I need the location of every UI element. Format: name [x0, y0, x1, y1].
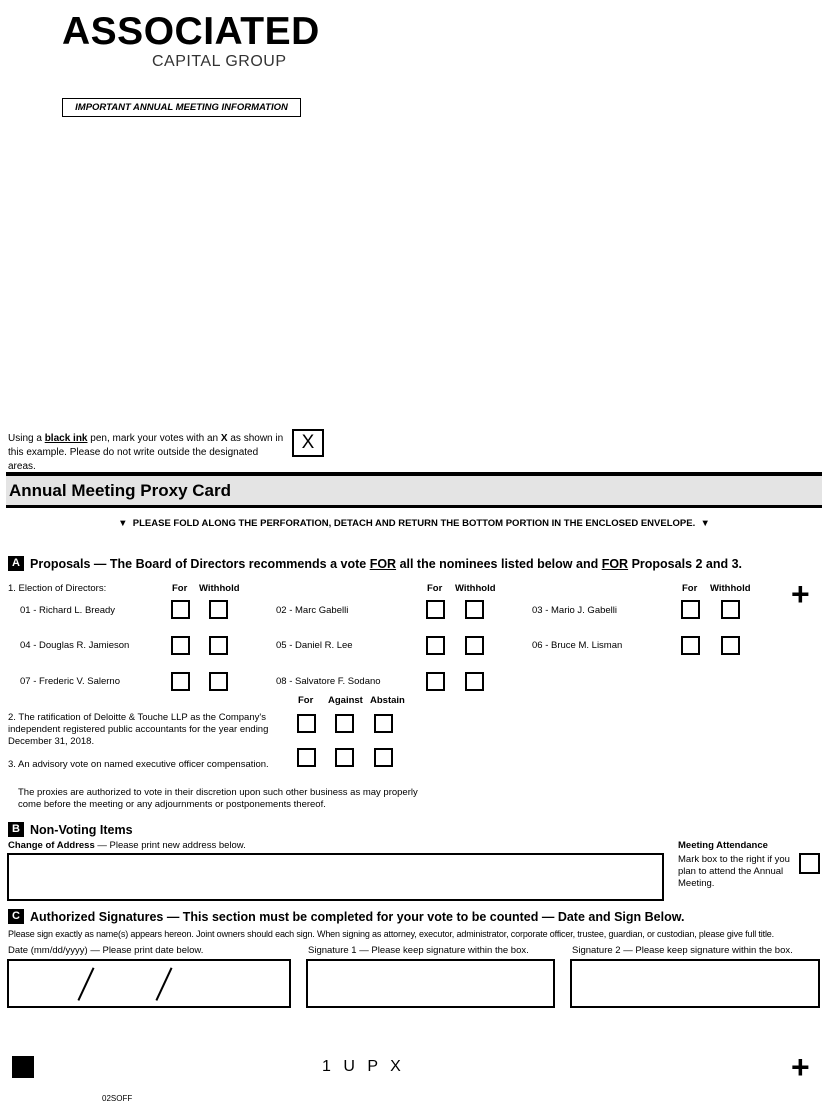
nominee-01: 01 - Richard L. Bready — [20, 605, 116, 616]
col-for-2: For — [427, 583, 443, 594]
change-of-address-label — [8, 840, 246, 851]
col-withhold-1: Withhold — [199, 583, 240, 594]
proposal-2-abstain-checkbox[interactable] — [374, 714, 393, 733]
nominee-03: 03 - Mario J. Gabelli — [532, 605, 618, 616]
signature-1-field[interactable] — [306, 959, 555, 1008]
col-for-proposals: For — [298, 695, 314, 706]
signature-2-field[interactable] — [570, 959, 820, 1008]
nominee-03-for-checkbox[interactable] — [681, 600, 700, 619]
proposal-3-abstain-checkbox[interactable] — [374, 748, 393, 767]
section-c-heading-text: Authorized Signatures — This section must be completed for your vote to be counted — Date and Sign Below. — [30, 909, 685, 924]
nominee-02-withhold-checkbox[interactable] — [465, 600, 484, 619]
section-a-heading-1: Proposals — The Board of Directors recommends a vote — [30, 556, 367, 571]
nominee-06-withhold-checkbox[interactable] — [721, 636, 740, 655]
section-a-heading-3: Proposals 2 and 3. — [631, 556, 743, 571]
proposal-3-for-checkbox[interactable] — [297, 748, 316, 767]
nominee-01-for-checkbox[interactable] — [171, 600, 190, 619]
instr-middle: pen, mark your votes with an — [87, 433, 221, 444]
col-against: Against — [328, 695, 363, 706]
nominee-03-withhold-checkbox[interactable] — [721, 600, 740, 619]
date-separator-2 — [155, 967, 172, 1000]
section-a-heading-2: all the nominees listed below and — [399, 556, 599, 571]
info-box: IMPORTANT ANNUAL MEETING INFORMATION — [62, 98, 301, 117]
nominee-07: 07 - Frederic V. Salerno — [20, 676, 120, 687]
change-of-address-hint: — Please print new address below. — [94, 840, 246, 851]
col-for-1: For — [172, 583, 188, 594]
nominee-02: 02 - Marc Gabelli — [276, 605, 349, 616]
section-b-heading-text: Non-Voting Items — [30, 822, 133, 837]
fold-notice-text: PLEASE FOLD ALONG THE PERFORATION, DETACH AND RETURN THE BOTTOM PORTION IN THE ENCLOSED ENVELOPE. — [132, 518, 696, 529]
date-separator-1 — [77, 967, 94, 1000]
section-c-badge: C — [8, 909, 24, 924]
col-for-3: For — [682, 583, 698, 594]
section-b-heading — [8, 822, 133, 837]
col-withhold-3: Withhold — [710, 583, 751, 594]
nominee-06-for-checkbox[interactable] — [681, 636, 700, 655]
triangle-down-icon: ▼ — [700, 518, 710, 529]
proposal-2-against-checkbox[interactable] — [335, 714, 354, 733]
col-abstain: Abstain — [370, 695, 405, 706]
nominee-04-withhold-checkbox[interactable] — [209, 636, 228, 655]
triangle-down-icon: ▼ — [118, 518, 128, 529]
instr-emphasis: black ink — [44, 433, 88, 444]
meeting-attendance-text: Mark box to the right if you plan to attend the Annual Meeting. — [678, 854, 790, 889]
change-of-address-field[interactable] — [7, 853, 664, 901]
instr-suffix: as shown in this example. Please do not write outside the designated areas. — [8, 433, 284, 472]
registration-marker — [12, 1056, 34, 1078]
meeting-attendance-checkbox[interactable] — [799, 853, 820, 874]
section-a-for-1: FOR — [369, 556, 397, 571]
proposal-3-against-checkbox[interactable] — [335, 748, 354, 767]
instr-x-letter: X — [220, 433, 228, 444]
section-a-heading — [8, 556, 742, 571]
plus-icon-bottom: + — [791, 1049, 810, 1085]
nominee-08: 08 - Salvatore F. Sodano — [276, 676, 381, 687]
proposal-2: 2. The ratification of Deloitte & Touche LLP as the Company's independent registered public accountants for the year ending December 31, 2018. — [8, 712, 269, 747]
signature-1-label: Signature 1 — Please keep signature within the box. — [308, 945, 529, 956]
nominee-08-withhold-checkbox[interactable] — [465, 672, 484, 691]
nominee-08-for-checkbox[interactable] — [426, 672, 445, 691]
nominee-02-for-checkbox[interactable] — [426, 600, 445, 619]
section-a-badge: A — [8, 556, 24, 571]
nominee-04: 04 - Douglas R. Jamieson — [20, 640, 130, 651]
meeting-attendance-title: Meeting Attendance — [678, 840, 768, 851]
logo-sub: CAPITAL GROUP — [152, 53, 287, 70]
section-b-badge: B — [8, 822, 24, 837]
date-label: Date (mm/dd/yyyy) — Please print date below. — [8, 945, 204, 956]
example-mark-box: X — [292, 429, 324, 457]
date-field[interactable] — [7, 959, 291, 1008]
nominee-05-for-checkbox[interactable] — [426, 636, 445, 655]
section-c-heading — [8, 909, 684, 924]
election-label: 1. Election of Directors: — [8, 583, 107, 594]
fold-notice — [6, 518, 822, 529]
proposal-3: 3. An advisory vote on named executive officer compensation. — [8, 759, 269, 770]
card-title: Annual Meeting Proxy Card — [6, 476, 822, 508]
section-a-for-2: FOR — [601, 556, 629, 571]
nominee-01-withhold-checkbox[interactable] — [209, 600, 228, 619]
nominee-06: 06 - Bruce M. Lisman — [532, 640, 623, 651]
proxies-note: The proxies are authorized to vote in their discretion upon such other business as may properly come before the meeting or any adjournments or postponements thereof. — [18, 787, 418, 810]
nominee-07-withhold-checkbox[interactable] — [209, 672, 228, 691]
col-withhold-2: Withhold — [455, 583, 496, 594]
logo-main: ASSOCIATED — [62, 10, 320, 53]
nominee-05-withhold-checkbox[interactable] — [465, 636, 484, 655]
form-code: 1 U P X — [322, 1058, 405, 1075]
proposal-2-for-checkbox[interactable] — [297, 714, 316, 733]
plus-icon: + — [791, 576, 810, 612]
nominee-04-for-checkbox[interactable] — [171, 636, 190, 655]
instr-prefix: Using a — [8, 433, 45, 444]
change-of-address-title: Change of Address — [8, 840, 95, 851]
marking-instructions — [8, 432, 288, 474]
form-id: 02SOFF — [102, 1094, 133, 1103]
signature-instructions: Please sign exactly as name(s) appears hereon. Joint owners should each sign. When signing as attorney, executor, administrator, corporate officer, trustee, guardian, or custodian, please give full title. — [8, 929, 775, 939]
nominee-05: 05 - Daniel R. Lee — [276, 640, 353, 651]
nominee-07-for-checkbox[interactable] — [171, 672, 190, 691]
signature-2-label: Signature 2 — Please keep signature within the box. — [572, 945, 793, 956]
